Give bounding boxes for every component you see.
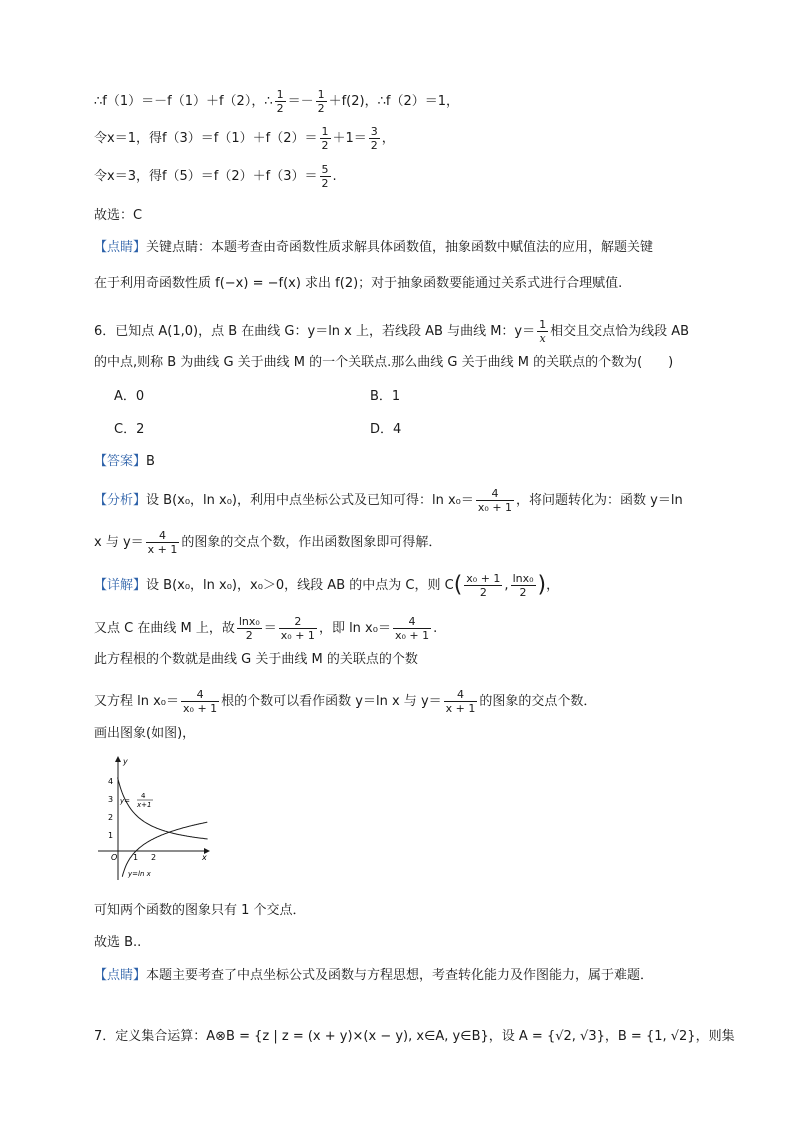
ytick-2: 2 <box>108 813 114 822</box>
option-b: B．1 <box>370 389 401 404</box>
numerator: 1 <box>321 125 329 138</box>
detail-line-3: 此方程根的个数就是曲线 G 关于曲线 M 的关联点的个数 <box>94 652 418 667</box>
detail-line-5: 画出图象(如图)， <box>94 726 196 741</box>
reciprocal-curve <box>118 778 208 840</box>
text: ＋f(2)，∴f（2）＝1， <box>328 94 459 109</box>
xtick-1: 1 <box>133 853 139 862</box>
denominator: 2 <box>317 102 325 115</box>
numerator: lnx₀ <box>512 572 534 585</box>
text: 的图象的交点个数，作出函数图象即可得解． <box>181 535 442 550</box>
numerator: 4 <box>444 688 478 702</box>
answer-line <box>94 452 734 472</box>
fraction <box>444 688 478 715</box>
detail-line-4 <box>94 688 734 715</box>
option-a: A．0 <box>114 389 145 404</box>
text: ，即 ln x₀＝ <box>318 621 391 636</box>
fraction <box>537 318 548 345</box>
fraction <box>320 125 331 152</box>
answer-tag: 【答案】 <box>94 454 147 469</box>
text: ＝－ <box>287 94 314 109</box>
denominator: x₀ + 1 <box>280 629 315 642</box>
text: 又点 C 在曲线 M 上，故 <box>94 621 235 636</box>
numerator: 4 <box>393 615 431 629</box>
numerator: x₀ + 1 <box>466 572 501 585</box>
detail-line-1: 【详解】设 B(x₀，ln x₀)，x₀＞0，线段 AB 的中点为 C，则 C( $\frac{\text{x₀ + 1}}{2}$ , $\frac{\text{lnx₀}}{2}$ )， <box>94 572 560 599</box>
denominator: 2 <box>321 177 329 190</box>
fraction <box>279 615 317 642</box>
numerator: lnx₀ <box>238 615 260 628</box>
fraction <box>181 688 219 715</box>
ln-label: y=ln x <box>128 870 151 878</box>
denominator: x + 1 <box>147 543 178 556</box>
q7-stem: 7．定义集合运算：A⊗B = {z | z = (x + y)×(x − y), x∈A, y∈B}，设 A = {√2, √3}，B = {1, √2}，则集 <box>94 1029 735 1044</box>
note-tag: 【点睛】 <box>94 968 147 983</box>
derivation-line-2 <box>94 125 734 152</box>
text: 设 B(x₀，ln x₀)，x₀＞0，线段 AB 的中点为 C，则 C <box>146 578 454 593</box>
q6-note <box>94 966 734 986</box>
text: 设 B(x₀，ln x₀)，利用中点坐标公式及已知可得：ln x₀＝ <box>146 493 474 508</box>
text: 关键点睛：本题考查由奇函数性质求解具体函数值，抽象函数中赋值法的应用，解题关键 <box>146 240 654 255</box>
numerator: 1 <box>539 318 547 331</box>
reciprocal-label-num: 4 <box>141 792 146 800</box>
paren-left: ( <box>453 572 463 598</box>
fraction <box>146 529 180 556</box>
text: ∴f（1）＝－f（1）＋f（2），∴ <box>94 94 273 109</box>
denominator: 2 <box>519 586 527 599</box>
fraction <box>476 487 514 514</box>
text: 本题主要考查了中点坐标公式及函数与方程思想，考查转化能力及作图能力，属于难题． <box>146 968 654 983</box>
option-d: D．4 <box>370 422 402 437</box>
denominator: 2 <box>245 629 253 642</box>
y-axis-arrow <box>115 756 121 762</box>
fraction <box>237 615 262 642</box>
text: ， <box>381 131 395 146</box>
numerator: 4 <box>146 529 180 543</box>
ln-curve <box>122 822 207 877</box>
y-axis-label: y <box>123 757 128 766</box>
numerator: 4 <box>181 688 219 702</box>
numerator: 4 <box>476 487 514 501</box>
text: ， <box>546 578 560 593</box>
detail-line-6: 可知两个函数的图象只有 1 个交点． <box>94 903 306 918</box>
q6-stem-line-1 <box>94 318 734 345</box>
fraction <box>320 163 331 190</box>
prev-note-line-2: 在于利用奇函数性质 f(−x) = −f(x) 求出 f(2)；对于抽象函数要能通过关系式进行合理赋值. <box>94 276 623 291</box>
x-axis-label: x <box>202 853 207 862</box>
fraction <box>369 125 380 152</box>
denominator: x₀ + 1 <box>394 629 430 642</box>
denominator: x + 1 <box>445 702 476 715</box>
fraction <box>511 572 536 599</box>
text: 令x＝3，得f（5）＝f（2）＋f（3）＝ <box>94 169 318 184</box>
prev-choice: 故选：C <box>94 208 143 223</box>
text: 令x＝1，得f（3）＝f（1）＋f（2）＝ <box>94 131 318 146</box>
ytick-4: 4 <box>108 777 114 786</box>
answer-value: B <box>146 454 155 469</box>
ytick-3: 3 <box>108 795 114 804</box>
function-graph <box>94 754 214 884</box>
numerator: 5 <box>321 163 329 176</box>
fraction <box>275 88 286 115</box>
text: 相交且交点恰为线段 AB <box>550 324 690 339</box>
analysis-line-1 <box>94 487 734 514</box>
fraction <box>316 88 327 115</box>
note-tag: 【点睛】 <box>94 240 147 255</box>
denominator: x₀ + 1 <box>183 702 218 715</box>
paren-right: ) <box>537 572 547 598</box>
denominator: 2 <box>276 102 284 115</box>
text: ，将问题转化为：函数 y＝ln <box>516 493 683 508</box>
fraction <box>464 572 502 599</box>
analysis-tag: 【分析】 <box>94 493 147 508</box>
reciprocal-label-den: x+1 <box>137 801 152 809</box>
analysis-line-2 <box>94 529 734 556</box>
derivation-line-3 <box>94 163 734 190</box>
numerator: 1 <box>317 88 325 101</box>
derivation-line-1 <box>94 88 734 115</box>
prev-note-line-1 <box>94 238 734 258</box>
text: 又方程 ln x₀＝ <box>94 694 180 709</box>
detail-line-2 <box>94 615 734 642</box>
option-c: C．2 <box>114 422 145 437</box>
text: 根的个数可以看作函数 y＝ln x 与 y＝ <box>221 694 442 709</box>
ytick-1: 1 <box>108 831 114 840</box>
numerator: 1 <box>276 88 284 101</box>
text: . <box>433 621 438 636</box>
denominator: 2 <box>370 139 378 152</box>
denominator: 2 <box>321 139 329 152</box>
text: ＝ <box>263 621 277 636</box>
q6-stem-line-2: 的中点,则称 B 为曲线 G 关于曲线 M 的一个关联点.那么曲线 G 关于曲线 M 的关联点的个数为( ) <box>94 355 674 370</box>
denominator: 2 <box>479 586 487 599</box>
text: 的图象的交点个数． <box>479 694 597 709</box>
text: . <box>332 169 337 184</box>
fraction <box>393 615 431 642</box>
text: x 与 y＝ <box>94 535 144 550</box>
denominator: x <box>539 332 546 345</box>
denominator: x₀ + 1 <box>477 501 513 514</box>
xtick-2: 2 <box>151 853 157 862</box>
numerator: 3 <box>370 125 378 138</box>
q6-choice: 故选 B.. <box>94 935 142 950</box>
text: 6．已知点 A(1,0)，点 B 在曲线 G：y＝ln x 上，若线段 AB 与曲线 M：y＝ <box>94 324 536 339</box>
reciprocal-label: y= <box>120 797 131 805</box>
detail-tag: 【详解】 <box>94 578 147 593</box>
origin-label: O <box>111 853 118 862</box>
text: ＋1＝ <box>332 131 367 146</box>
numerator: 2 <box>279 615 317 629</box>
